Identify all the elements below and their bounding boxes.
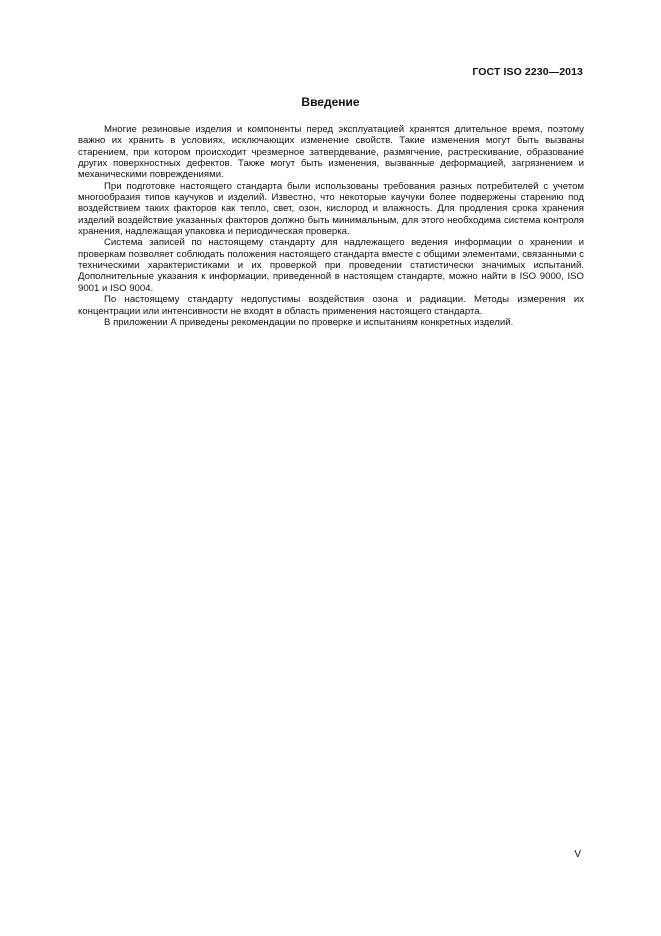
section-title: Введение <box>301 95 360 109</box>
paragraph: При подготовке настоящего стандарта были использованы требования разных потребителей с учетом многообразия типов каучуков и изделий. Известно, что некоторые каучуки более подвержены старению под воздействием таких факторов как тепло, свет, озон, кислород и влажность. Для продления срока хранения изделий воздействие указанных факторов должно быть минимальным, для этого необходима система контроля хранения, надлежащая упаковка и периодическая проверка. <box>78 180 584 238</box>
paragraph: По настоящему стандарту недопустимы воздействия озона и радиации. Методы измерения их концентрации или интенсивности не входят в область применения настоящего стандарта. <box>78 294 584 317</box>
paragraph: В приложении А приведены рекомендации по проверке и испытаниям конкретных изделий. <box>104 316 514 328</box>
page-number: V <box>574 849 581 860</box>
document-code: ГОСТ ISO 2230—2013 <box>472 66 583 78</box>
paragraph: Система записей по настоящему стандарту для надлежащего ведения информации о хранении и проверкам позволяет соблюдать положения настоящего стандарта вместе с общими элементами, связанными с техническими характеристиками и их проверкой при проведении статистически значимых испытаний. Дополнительные указания к информации, приведенной в настоящем стандарте, можно найти в ISO 9000, ISO 9001 и ISO 9004. <box>78 237 584 294</box>
paragraph: Многие резиновые изделия и компоненты перед эксплуатацией хранятся длительное время, поэтому важно их хранить в условиях, исключающих изменение свойств. Такие изменения могут быть вызваны старением, при котором происходит чрезмерное затвердевание, размягчение, растрескивание, образование других поверхностных дефектов. Также могут быть изменения, вызванные деформацией, загрязнением и механическими повреждениями. <box>78 124 584 181</box>
section-body <box>78 124 584 328</box>
